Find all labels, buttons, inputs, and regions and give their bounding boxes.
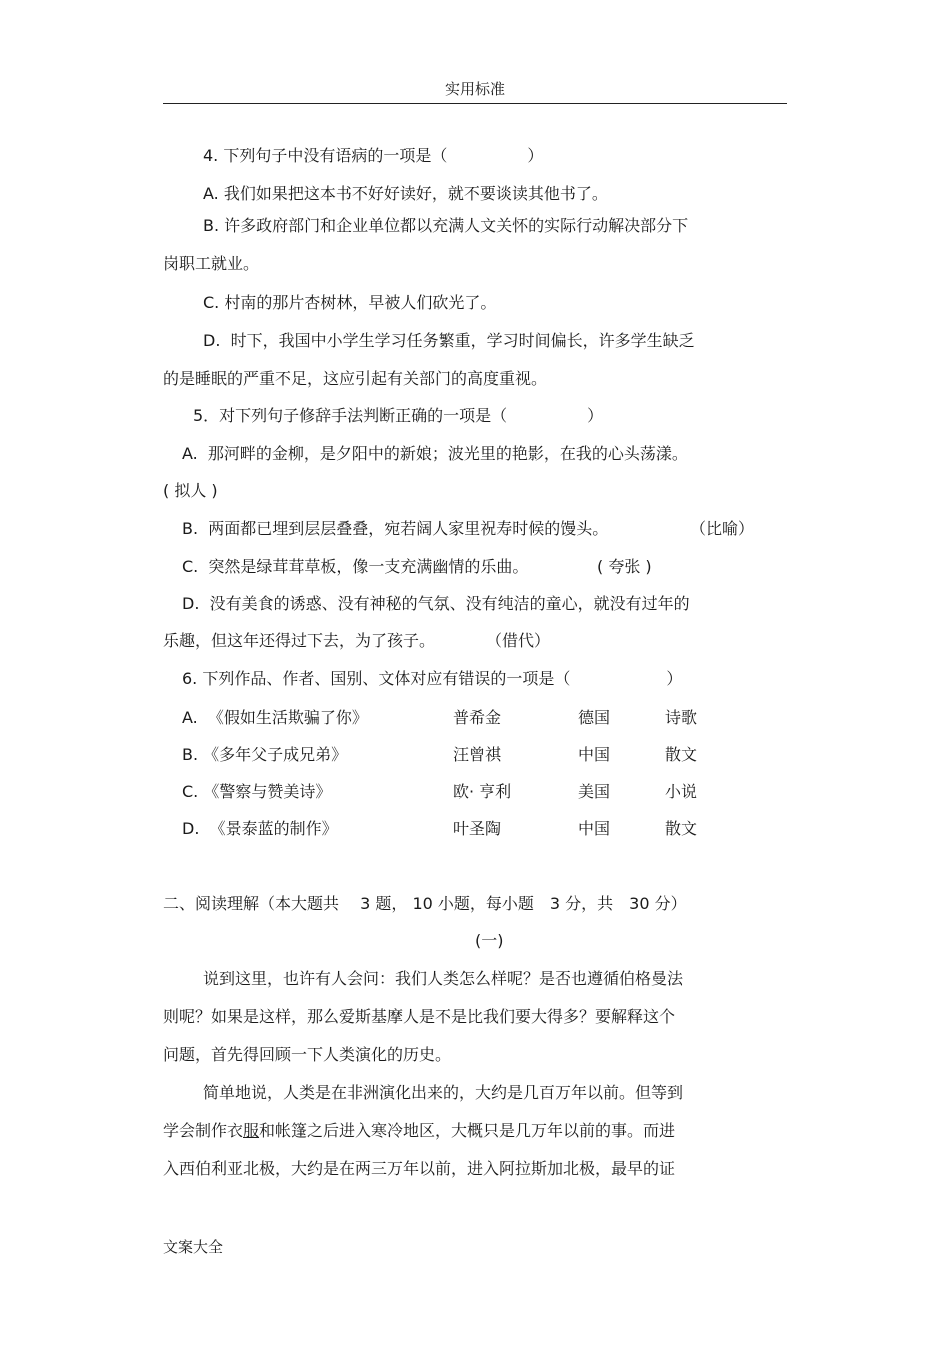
q4-option-d-line1: D. 时下，我国中小学生学习任务繁重，学习时间偏长，许多学生缺乏 <box>203 331 695 350</box>
q4-option-d-line2: 的是睡眠的严重不足，这应引起有关部门的高度重视。 <box>163 369 548 388</box>
q6-row-d-genre: 散文 <box>665 819 698 838</box>
q4-stem: 4. 下列句子中没有语病的一项是（ ） <box>203 146 544 165</box>
page-footer: 文案大全 <box>163 1238 224 1256</box>
passage-p2-line3: 入西伯利亚北极，大约是在两三万年以前，进入阿拉斯加北极，最早的证 <box>163 1159 676 1178</box>
section2-title: 二、阅读理解（本大题共 3 题， 10 小题，每小题 3 分，共 30 分） <box>163 894 687 913</box>
q6-row-c-genre: 小说 <box>665 782 698 801</box>
q5-option-d-line1: D. 没有美食的诱惑、没有神秘的气氛、没有纯洁的童心，就没有过年的 <box>182 594 690 613</box>
q5-option-b: B. 两面都已埋到层层叠叠，宛若阔人家里祝寿时候的馒头。 <box>182 519 609 538</box>
passage-p2-line2-start: 学会制作衣 <box>163 1121 244 1140</box>
passage-p1-line1: 说到这里，也许有人会问：我们人类怎么样呢？是否也遵循伯格曼法 <box>203 969 684 988</box>
passage-p2-line1: 简单地说，人类是在非洲演化出来的，大约是几百万年以前。但等到 <box>203 1083 684 1102</box>
q6-row-b-country: 中国 <box>578 745 611 764</box>
q6-row-a-genre: 诗歌 <box>665 708 698 727</box>
q4-option-b-line1: B. 许多政府部门和企业单位都以充满人文关怀的实际行动解决部分下 <box>203 216 689 235</box>
q5-stem: 5．对下列句子修辞手法判断正确的一项是（ ） <box>193 406 604 425</box>
q6-row-d-title: D. 《景泰蓝的制作》 <box>182 819 338 838</box>
q5-option-d-line2: 乐趣，但这年还得过下去，为了孩子。 <box>163 631 436 650</box>
q5-option-a-line1: A. 那河畔的金柳，是夕阳中的新娘；波光里的艳影，在我的心头荡漾。 <box>182 444 688 463</box>
q5-option-a-line2: ( 拟人 ) <box>163 481 218 500</box>
q6-row-a-country: 德国 <box>578 708 611 727</box>
passage-p2-line2-end: 和帐篷之后进入寒冷地区，大概只是几万年以前的事。而进 <box>259 1121 676 1140</box>
q4-option-b-line2: 岗职工就业。 <box>163 254 260 273</box>
q4-option-c: C. 村南的那片杏树林，早被人们砍光了。 <box>203 293 497 312</box>
passage-p1-line2: 则呢？如果是这样，那么爱斯基摩人是不是比我们要大得多？要解释这个 <box>163 1007 676 1026</box>
q6-row-a-title: A. 《假如生活欺骗了你》 <box>182 708 368 727</box>
q6-row-d-country: 中国 <box>578 819 611 838</box>
q6-row-d-author: 叶圣陶 <box>453 819 502 838</box>
passage-p1-line3: 问题，首先得回顾一下人类演化的历史。 <box>163 1045 452 1064</box>
q5-option-c-tag: ( 夸张 ) <box>597 557 652 576</box>
passage-p2-line2 <box>163 1121 675 1141</box>
q6-row-b-genre: 散文 <box>665 745 698 764</box>
q6-row-b-author: 汪曾祺 <box>453 745 502 764</box>
passage-underlined-char: 服 <box>243 1121 260 1140</box>
section2-part-label: (一) <box>475 931 504 950</box>
q4-option-a: A. 我们如果把这本书不好好读好，就不要谈读其他书了。 <box>203 184 608 203</box>
q6-row-c-author: 欧· 亨利 <box>453 782 512 801</box>
q5-option-b-tag: （比喻） <box>690 519 755 538</box>
header-rule <box>163 103 787 104</box>
q5-option-c: C. 突然是绿茸茸草板，像一支充满幽情的乐曲。 <box>182 557 529 576</box>
page-header: 实用标准 <box>444 80 505 98</box>
q6-stem: 6. 下列作品、作者、国别、文体对应有错误的一项是（ ） <box>182 669 683 688</box>
q5-option-d-tag: （借代） <box>486 631 551 650</box>
q6-row-c-country: 美国 <box>578 782 611 801</box>
q6-row-a-author: 普希金 <box>453 708 502 727</box>
q6-row-b-title: B. 《多年父子成兄弟》 <box>182 745 348 764</box>
q6-row-c-title: C. 《警察与赞美诗》 <box>182 782 332 801</box>
